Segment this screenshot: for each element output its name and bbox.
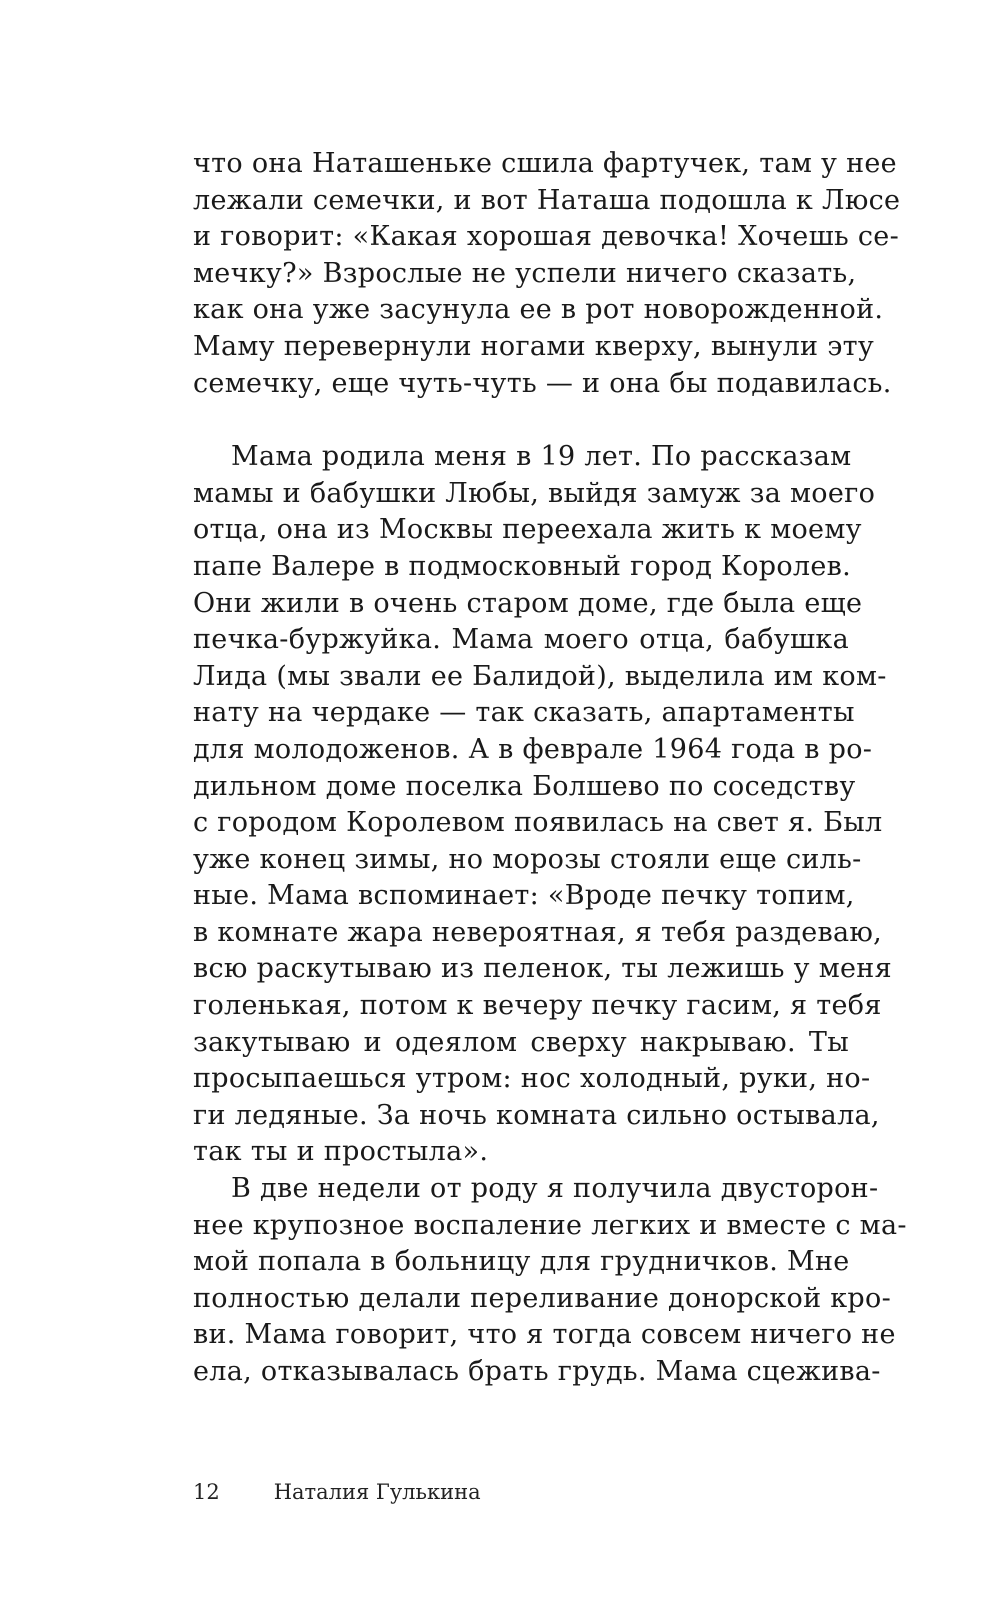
text-line: семечку, еще чуть-чуть — и она бы подавилась. xyxy=(193,367,892,399)
text-line: уже конец зимы, но морозы стояли еще силь- xyxy=(193,843,862,875)
paragraph-2 xyxy=(193,439,892,1171)
text-line: мамы и бабушки Любы, выйдя замуж за моего xyxy=(193,477,876,509)
text-line: в комнате жара невероятная, я тебя раздеваю, xyxy=(193,916,883,948)
page-footer xyxy=(193,1480,481,1510)
text-line: ела, отказывалась брать грудь. Мама сцежива- xyxy=(193,1356,881,1387)
text-line: для молодоженов. А в феврале 1964 года в ро- xyxy=(193,733,873,765)
paragraph-1 xyxy=(193,146,901,402)
text-line: просыпаешься утром: нос холодный, руки, но- xyxy=(193,1063,871,1095)
text-line: так ты и простыла». xyxy=(193,1136,489,1168)
text-line: Они жили в очень старом доме, где была еще xyxy=(193,587,863,619)
text-line: закутываю и одеялом сверху накрываю. Ты xyxy=(193,1026,849,1058)
body-text xyxy=(193,146,907,1391)
text-line: ные. Мама вспоминает: «Вроде печку топим, xyxy=(193,880,855,912)
text-line: мечку?» Взрослые не успели ничего сказать, xyxy=(193,257,857,289)
section-break xyxy=(193,402,849,439)
text-line: ви. Мама говорит, что я тогда совсем ничего не xyxy=(193,1319,896,1351)
text-line: как она уже засунула ее в рот новорожденной. xyxy=(193,294,884,326)
text-line: отца, она из Москвы переехала жить к моему xyxy=(193,514,862,546)
text-line: лежали семечки, и вот Наташа подошла к Люсе xyxy=(193,184,901,216)
text-line: и говорит: «Какая хорошая девочка! Хочешь се- xyxy=(193,221,899,253)
running-head-author: Наталия Гулькина xyxy=(273,1480,481,1504)
text-line: Маму перевернули ногами кверху, вынули эту xyxy=(193,330,875,362)
text-line: дильном доме поселка Болшево по соседству xyxy=(193,770,856,802)
text-line: Лида (мы звали ее Балидой), выделила им ком- xyxy=(193,660,887,692)
text-line: папе Валере в подмосковный город Королев. xyxy=(193,550,852,582)
text-line: нее крупозное воспаление легких и вместе с ма- xyxy=(193,1209,907,1241)
text-line: голенькая, потом к вечеру печку гасим, я тебя xyxy=(193,990,882,1022)
text-line: печка-буржуйка. Мама моего отца, бабушка xyxy=(193,624,849,656)
text-line: нату на чердаке — так сказать, апартаменты xyxy=(193,697,855,729)
text-line: ги ледяные. За ночь комната сильно остывала, xyxy=(193,1099,880,1131)
text-line: мой попала в больницу для грудничков. Мне xyxy=(193,1246,850,1278)
text-line: с городом Королевом появилась на свет я. Был xyxy=(193,807,883,839)
text-line: В две недели от роду я получила двусторон- xyxy=(231,1173,879,1205)
text-line: Мама родила меня в 19 лет. По рассказам xyxy=(231,441,852,473)
text-line: полностью делали переливание донорской кро- xyxy=(193,1282,891,1314)
paragraph-3 xyxy=(193,1171,907,1391)
text-line: всю раскутываю из пеленок, ты лежишь у меня xyxy=(193,953,892,985)
text-line: что она Наташеньке сшила фартучек, там у нее xyxy=(193,148,897,179)
page-number: 12 xyxy=(193,1480,220,1504)
